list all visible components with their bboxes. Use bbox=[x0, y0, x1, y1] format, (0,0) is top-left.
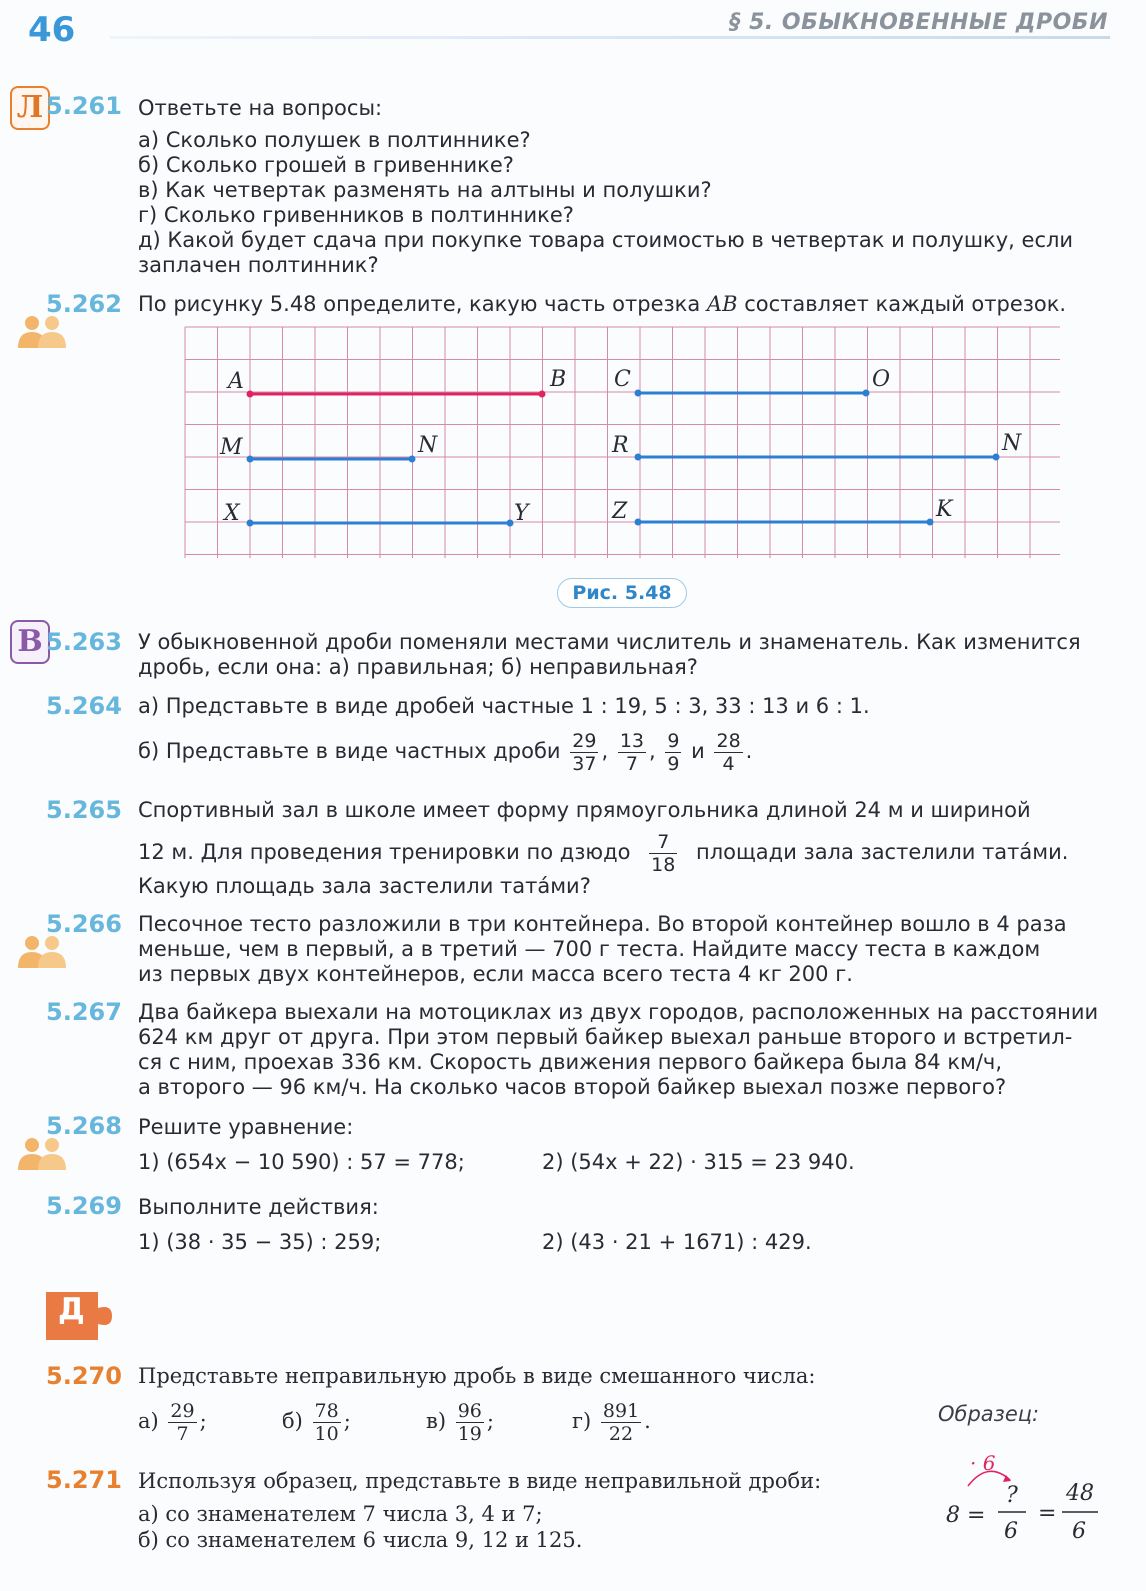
point-r bbox=[635, 454, 642, 461]
problem-number: 5.265 bbox=[46, 796, 122, 824]
problem-text: Какую площадь зала застелили тата́ми? bbox=[138, 874, 591, 898]
sample-denominator: 6 bbox=[1072, 1519, 1086, 1544]
problem-number: 5.262 bbox=[46, 290, 122, 318]
problem-text: Спортивный зал в школе имеет форму прямоугольника длиной 24 м и шириной bbox=[138, 798, 1031, 822]
point-x bbox=[247, 520, 254, 527]
problem-number: 5.267 bbox=[46, 998, 122, 1026]
problem-item: д) Какой будет сдача при покупке товара стоимостью в четвертак и полушку, если bbox=[138, 228, 1074, 252]
problem-text: 12 м. Для проведения тренировки по дзюдо $\frac{7}{18}$ площади зала застелили тата́ми. bbox=[138, 830, 1069, 876]
label-n2: N bbox=[1002, 431, 1022, 456]
sample-denominator: 6 bbox=[1004, 1519, 1018, 1544]
label-c: C bbox=[614, 367, 631, 392]
fraction: $\frac{78}{10}$ bbox=[314, 1400, 339, 1445]
sample-label: Образец: bbox=[938, 1402, 1040, 1426]
sample-question: ? bbox=[1006, 1483, 1018, 1508]
page-number: 46 bbox=[28, 10, 76, 50]
level-l-badge-icon: Л bbox=[10, 86, 50, 130]
fraction-list: г) $\frac{891}{22}$ . bbox=[572, 1400, 651, 1445]
sample-equals: = bbox=[1038, 1501, 1057, 1526]
problem-text: Используя образец, представьте в виде неправильной дроби: bbox=[138, 1469, 822, 1493]
homework-puzzle-icon: Д bbox=[42, 1288, 114, 1344]
pair-work-icon bbox=[16, 1136, 68, 1170]
label-a: A bbox=[228, 369, 244, 394]
problem-text: дробь, если она: а) правильная; б) неправильная? bbox=[138, 655, 698, 679]
problem-text: меньше, чем в первый, а в третий — 700 г теста. Найдите массу теста в каждом bbox=[138, 937, 1041, 961]
problem-text: Представьте неправильную дробь в виде смешанного числа: bbox=[138, 1364, 816, 1388]
problem-number: 5.268 bbox=[46, 1112, 122, 1140]
pair-work-icon bbox=[16, 314, 68, 348]
problem-text: а второго — 96 км/ч. На сколько часов второй байкер выехал позже первого? bbox=[138, 1075, 1007, 1099]
sample-multiplier: · 6 bbox=[970, 1451, 996, 1475]
problem-item: б) со знаменателем 6 числа 9, 12 и 125. bbox=[138, 1528, 583, 1552]
segment-grid-figure bbox=[184, 326, 1062, 560]
point-z bbox=[635, 519, 642, 526]
label-m: M bbox=[220, 435, 243, 460]
label-b: B bbox=[550, 367, 567, 392]
pair-work-icon bbox=[16, 934, 68, 968]
fraction: $\frac{28}{4}$ bbox=[716, 729, 741, 775]
point-o bbox=[863, 390, 870, 397]
point-m bbox=[247, 456, 254, 463]
point-c bbox=[635, 390, 642, 397]
label-n: N bbox=[418, 433, 438, 458]
problem-item: а) Представьте в виде дробей частные 1 : 19, 5 : 3, 33 : 13 и 6 : 1. bbox=[138, 694, 870, 718]
problem-number: 5.271 bbox=[46, 1466, 122, 1494]
problem-item: а) со знаменателем 7 числа 3, 4 и 7; bbox=[138, 1502, 543, 1526]
problem-number: 5.261 bbox=[46, 92, 122, 120]
fraction-list: в) $\frac{96}{19}$ ; bbox=[426, 1400, 494, 1445]
fraction: $\frac{9}{9}$ bbox=[667, 729, 680, 775]
sample-formula bbox=[940, 1446, 1110, 1546]
fraction-list: б) $\frac{78}{10}$ ; bbox=[282, 1400, 351, 1445]
problem-number: 5.270 bbox=[46, 1362, 122, 1390]
fraction: $\frac{7}{18}$ bbox=[651, 830, 676, 876]
sample-numerator: 48 bbox=[1066, 1481, 1094, 1506]
expression: 2) (43 · 21 + 1671) : 429. bbox=[542, 1230, 812, 1254]
label-y: Y bbox=[514, 501, 529, 526]
problem-text: Песочное тесто разложили в три контейнера. Во второй контейнер вошло в 4 раза bbox=[138, 912, 1067, 936]
running-head: § 5. ОБЫКНОВЕННЫЕ ДРОБИ bbox=[729, 10, 1108, 35]
problem-text: У обыкновенной дроби поменяли местами числитель и знаменатель. Как изменится bbox=[138, 630, 1081, 654]
problem-item: а) Сколько полушек в полтиннике? bbox=[138, 128, 531, 152]
label-o: O bbox=[872, 367, 891, 392]
label-r: R bbox=[612, 433, 629, 458]
level-v-badge-icon: В bbox=[10, 620, 50, 664]
fraction: $\frac{29}{7}$ bbox=[170, 1400, 195, 1445]
equation: 1) (654x − 10 590) : 57 = 778; bbox=[138, 1150, 465, 1174]
problem-text: Ответьте на вопросы: bbox=[138, 96, 383, 120]
header-rule bbox=[110, 36, 1110, 39]
problem-item: заплачен полтинник? bbox=[138, 253, 379, 277]
problem-item: б) Сколько грошей в гривеннике? bbox=[138, 153, 514, 177]
problem-text: По рисунку 5.48 определите, какую часть отрезка AB составляет каждый отрезок. bbox=[138, 292, 1067, 316]
point-a bbox=[247, 391, 254, 398]
equation: 2) (54x + 22) · 315 = 23 940. bbox=[542, 1150, 855, 1174]
fraction: $\frac{13}{7}$ bbox=[619, 729, 644, 775]
problem-number: 5.269 bbox=[46, 1192, 122, 1220]
point-y bbox=[507, 520, 514, 527]
expression: 1) (38 · 35 − 35) : 259; bbox=[138, 1230, 382, 1254]
problem-text: ся с ним, проехав 336 км. Скорость движения первого байкера была 84 км/ч, bbox=[138, 1050, 1003, 1074]
problem-item: в) Как четвертак разменять на алтыны и полушки? bbox=[138, 178, 712, 202]
point-b bbox=[539, 391, 546, 398]
point-n bbox=[409, 456, 416, 463]
problem-text: Выполните действия: bbox=[138, 1195, 379, 1219]
problem-text: Два байкера выехали на мотоциклах из двух городов, расположенных на расстоянии bbox=[138, 1000, 1099, 1024]
fraction-list: а) $\frac{29}{7}$ ; bbox=[138, 1400, 207, 1445]
sample-lhs: 8 = bbox=[946, 1503, 986, 1528]
label-k: K bbox=[936, 497, 953, 522]
problem-item: г) Сколько гривенников в полтиннике? bbox=[138, 203, 574, 227]
point-n2 bbox=[993, 454, 1000, 461]
figure-caption: Рис. 5.48 bbox=[557, 578, 687, 608]
problem-item: б) Представьте в виде частных дроби $\frac{29}{37}$ , $\frac{13}{7}$ , $\frac{9}{9}$ и $\frac{28}{4}$ . bbox=[138, 729, 753, 775]
label-z: Z bbox=[612, 499, 628, 524]
problem-text: из первых двух контейнеров, если масса всего теста 4 кг 200 г. bbox=[138, 962, 853, 986]
fraction: $\frac{891}{22}$ bbox=[602, 1400, 640, 1445]
problem-number: 5.263 bbox=[46, 628, 122, 656]
problem-text: Решите уравнение: bbox=[138, 1115, 354, 1139]
problem-text: 624 км друг от друга. При этом первый байкер выехал раньше второго и встретил- bbox=[138, 1025, 1073, 1049]
label-x: X bbox=[224, 501, 240, 526]
problem-number: 5.264 bbox=[46, 692, 122, 720]
problem-number: 5.266 bbox=[46, 910, 122, 938]
point-k bbox=[927, 519, 934, 526]
fraction: $\frac{96}{19}$ bbox=[457, 1400, 482, 1445]
fraction: $\frac{29}{37}$ bbox=[572, 729, 597, 775]
